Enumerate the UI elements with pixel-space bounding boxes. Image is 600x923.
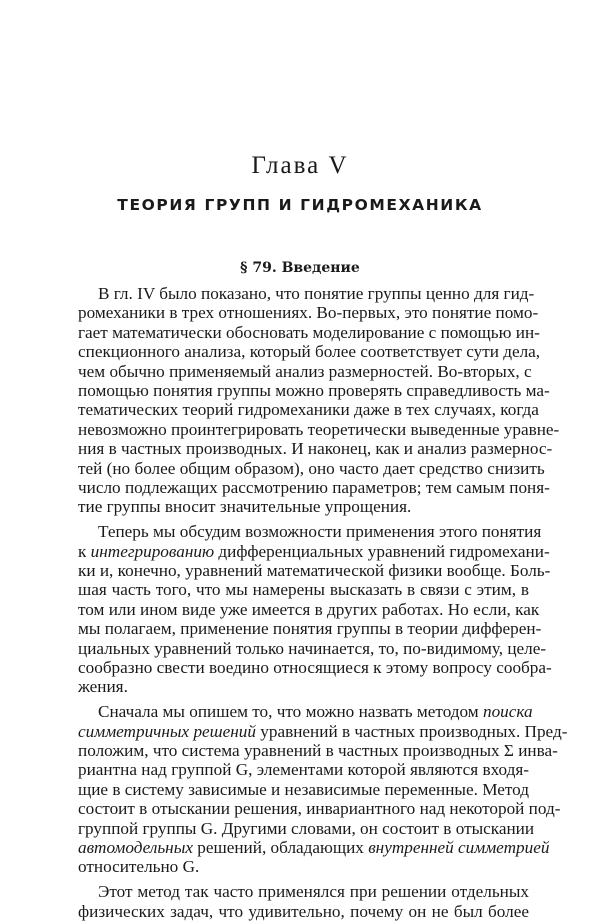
- text-span: Сначала мы опишем то, что можно назвать методом: [98, 702, 483, 722]
- text-line: Этот метод так часто применялся при решении отдельных: [98, 882, 529, 902]
- text-line: мы полагаем, применение понятия группы в теории дифферен-: [78, 619, 542, 639]
- paragraph-3: [78, 702, 568, 877]
- section-title: § 79. Введение: [240, 260, 360, 276]
- text-span: к: [78, 541, 91, 561]
- text-line: число подлежащих рассмотрению параметров; тем самым поня-: [78, 477, 550, 497]
- text-line: сообразно свести воедино относящиеся к этому вопросу сообра-: [78, 657, 552, 677]
- text-line: [78, 721, 568, 741]
- text-line: шая часть того, что мы намерены высказать в связи с этим, в: [78, 580, 529, 600]
- text-line: тей (но более общим образом), оно часто дает средство снизить: [78, 458, 545, 478]
- text-line: ки и, конечно, уравнений математической физики вообще. Боль-: [78, 560, 551, 580]
- paragraph-2: [78, 522, 552, 697]
- text-line: состоит в отыскании решения, инвариантного над некоторой под-: [78, 799, 561, 819]
- paragraph-4: [78, 882, 529, 921]
- text-line: помощью понятия группы можно проверять справедливость ма-: [78, 380, 550, 400]
- emphasis-text: симметричных решений: [78, 721, 256, 741]
- text-line: невозможно проинтегрировать теоретически выведенные уравне-: [78, 419, 560, 439]
- text-line: тие группы вносит значительные упрощения.: [78, 497, 412, 517]
- emphasis-text: интегрированию: [90, 541, 215, 561]
- text-line: ромеханики в трех отношениях. Во-первых, это понятие помо-: [78, 303, 539, 323]
- text-span: уравнений в частных производных. Пред-: [256, 721, 568, 741]
- text-line: физических задач, что удивительно, почему он не был более: [78, 901, 529, 921]
- text-line: риантна над группой G, элементами которой являются входя-: [78, 760, 529, 780]
- text-line: Теперь мы обсудим возможности применения этого понятия: [98, 522, 542, 542]
- body-text: [78, 284, 568, 921]
- text-line: [78, 541, 550, 561]
- paragraph-1: [78, 284, 560, 517]
- text-line: положим, что система уравнений в частных производных Σ инва-: [78, 740, 558, 760]
- chapter-label: Глава V: [251, 152, 349, 179]
- text-line: тематических теорий гидромеханики даже в тех случаях, когда: [78, 400, 539, 420]
- text-line: группой группы G. Другими словами, он состоит в отыскании: [78, 818, 535, 838]
- text-line: спекционного анализа, который более соответствует сути дела,: [78, 342, 541, 362]
- text-span: решений, обладающих: [192, 837, 369, 857]
- emphasis-text: поиска: [482, 702, 533, 722]
- emphasis-text: автомодельных: [78, 837, 193, 857]
- text-line: чем обычно применяемый анализ размерностей. Во-вторых, с: [78, 361, 532, 381]
- text-line: [78, 837, 550, 857]
- chapter-title: ТЕОРИЯ ГРУПП И ГИДРОМЕХАНИКА: [117, 196, 483, 214]
- text-line: [78, 702, 533, 722]
- text-line: В гл. IV было показано, что понятие группы ценно для гид-: [98, 284, 535, 303]
- text-line: гает математически обосновать моделирование с помощью ин-: [78, 322, 540, 342]
- text-line: относительно G.: [78, 857, 200, 877]
- text-line: жения.: [78, 677, 128, 697]
- text-span: дифференциальных уравнений гидромехани-: [214, 541, 550, 561]
- text-line: том или ином виде уже имеется в других работах. Но если, как: [78, 599, 540, 619]
- text-line: ния в частных производных. И наконец, как и анализ размернос-: [78, 439, 553, 459]
- emphasis-text: внутренней симметрией: [368, 837, 550, 857]
- text-line: циальных уравнений только начинается, то, по-видимому, целе-: [78, 638, 547, 658]
- text-line: щие в систему зависимые и независимые переменные. Метод: [78, 779, 530, 799]
